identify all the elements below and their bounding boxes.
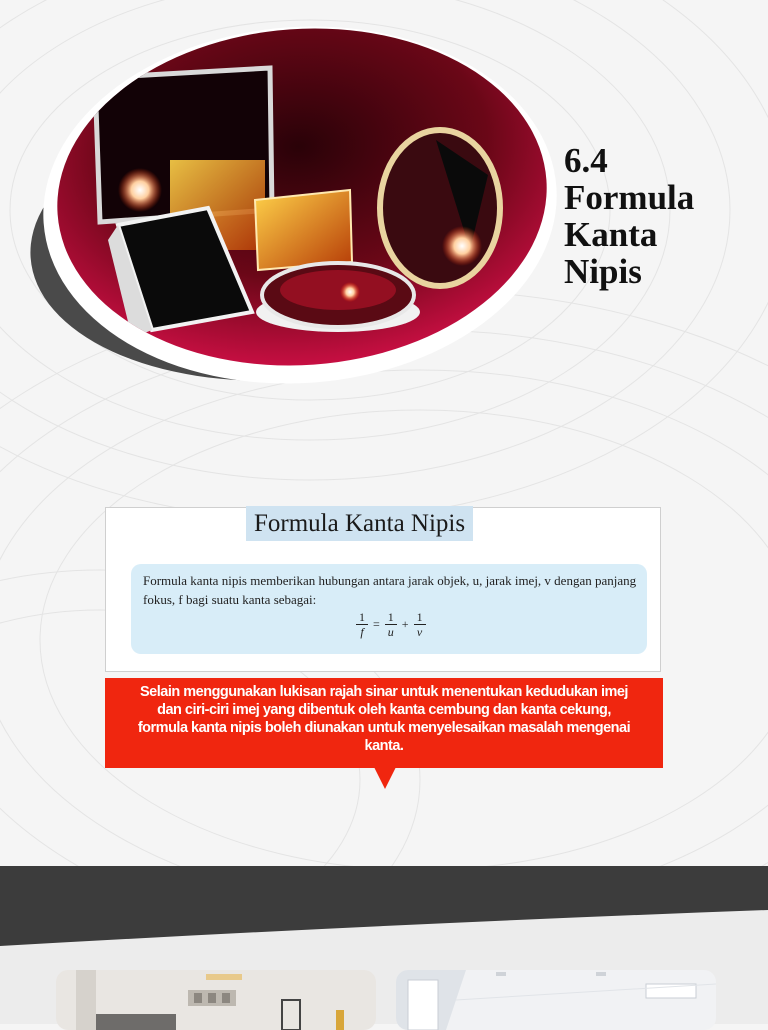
fraction-denominator: f [360,625,364,639]
fraction-numerator: 1 [416,610,423,624]
section-title [564,142,764,290]
fraction-numerator: 1 [387,610,394,624]
callout-text: Selain menggunakan lukisan rajah sinar untuk menentukan kedudukan imej dan ciri-ciri imej yang dibentuk oleh kanta cembung dan kanta cekung, formula kanta nipis boleh diunakan untuk menyelesaikan masalah mengenai kanta. [137,684,631,754]
thin-lens-equation [353,610,429,639]
definition-box [131,564,647,654]
living-room-photo [56,970,376,1030]
optics-lenses-prisms-photo [0,0,560,400]
formula-card [105,507,661,672]
equals-sign: = [373,617,380,631]
fraction-denominator: u [387,625,394,639]
fraction-numerator: 1 [359,610,365,624]
fraction-denominator: v [416,625,423,639]
plus-sign: + [401,617,409,631]
fraction-term1 [385,610,397,639]
title-line-kanta: Kanta [564,215,658,254]
fraction-term2 [414,610,426,639]
callout-box [105,678,663,768]
title-line-formula: Formula [564,178,695,217]
bright-room-photo [396,970,716,1030]
card-heading: Formula Kanta Nipis [246,506,473,541]
title-line-nipis: Nipis [564,252,642,291]
definition-text: Formula kanta nipis memberikan hubungan antara jarak objek, u, jarak imej, v dengan panjang fokus, f bagi suatu kanta sebagai: [143,573,637,607]
fraction-lhs [356,610,368,639]
section-number: 6.4 [564,141,608,180]
callout-pointer [374,767,396,789]
